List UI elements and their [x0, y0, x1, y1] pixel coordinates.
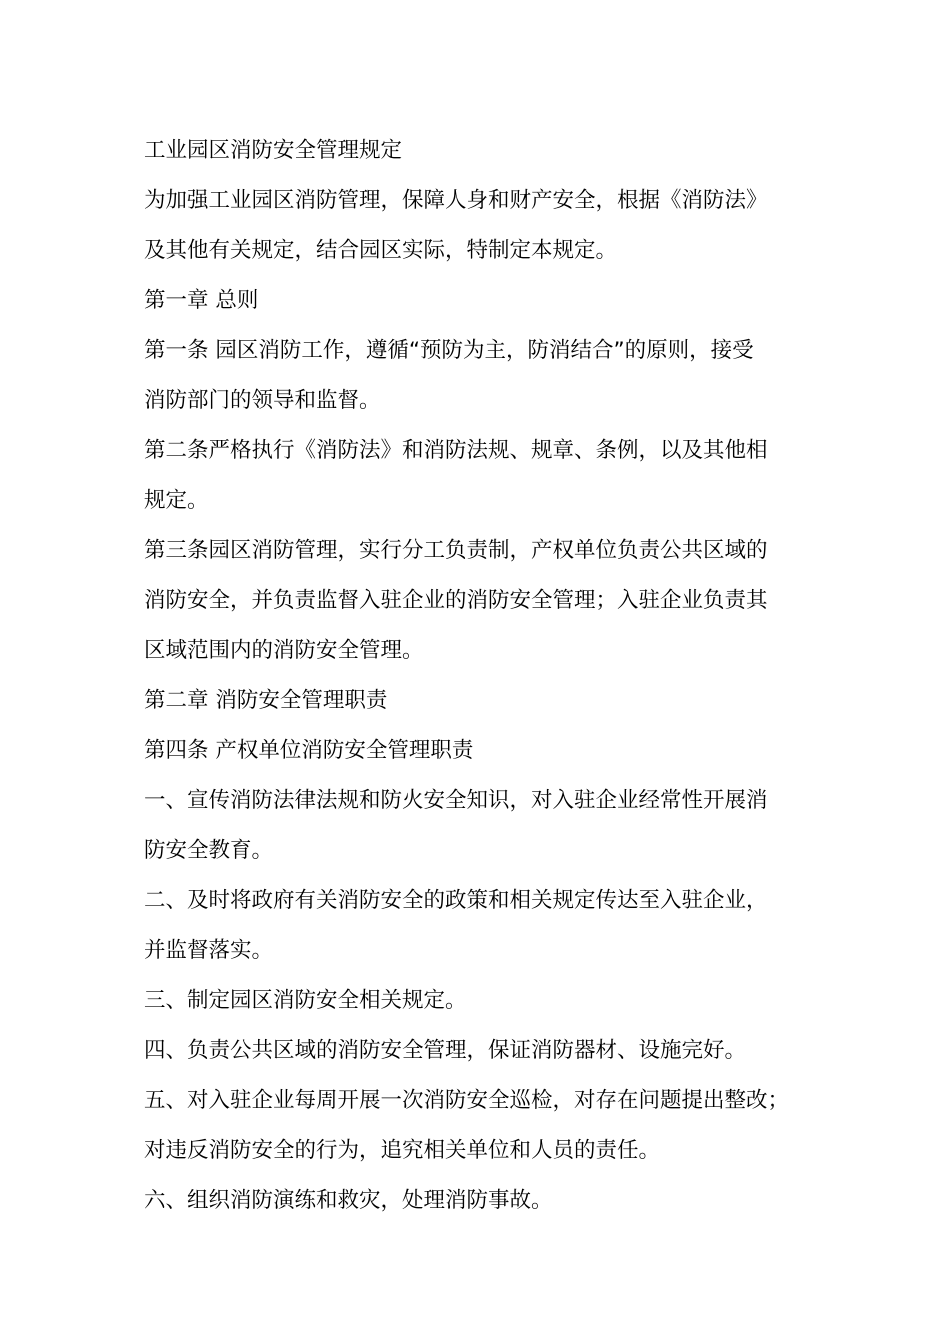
text-line: 及其他有关规定，结合园区实际，特制定本规定。 [144, 238, 618, 263]
text-line: 三、制定园区消防安全相关规定。 [144, 988, 467, 1013]
text-line: 规定。 [144, 488, 209, 513]
text-line: 对违反消防安全的行为，追究相关单位和人员的责任。 [144, 1138, 661, 1163]
text-line: 二、及时将政府有关消防安全的政策和相关规定传达至入驻企业， [144, 888, 768, 913]
text-line: 消防安全，并负责监督入驻企业的消防安全管理；入驻企业负责其 [144, 588, 768, 613]
text-line: 第二条严格执行《消防法》和消防法规、规章、条例，以及其他相 [144, 438, 768, 463]
text-line: 并监督落实。 [144, 938, 274, 963]
text-line: 区域范围内的消防安全管理。 [144, 638, 424, 663]
text-line: 消防部门的领导和监督。 [144, 388, 381, 413]
document-body [144, 126, 834, 1226]
text-line: 五、对入驻企业每周开展一次消防安全巡检，对存在问题提出整改； [144, 1088, 790, 1113]
document-title: 工业园区消防安全管理规定 [144, 138, 403, 163]
text-line: 第四条 产权单位消防安全管理职责 [144, 738, 474, 763]
chapter-heading: 第二章 消防安全管理职责 [144, 688, 388, 713]
text-line: 第一条 园区消防工作，遵循“预防为主，防消结合”的原则，接受 [144, 338, 754, 363]
text-line: 为加强工业园区消防管理，保障人身和财产安全，根据《消防法》 [144, 188, 768, 213]
text-line: 六、组织消防演练和救灾，处理消防事故。 [144, 1188, 553, 1213]
text-line: 第三条园区消防管理，实行分工负责制，产权单位负责公共区域的 [144, 538, 768, 563]
chapter-heading: 第一章 总则 [144, 288, 259, 313]
text-line: 防安全教育。 [144, 838, 274, 863]
text-line: 四、负责公共区域的消防安全管理，保证消防器材、设施完好。 [144, 1038, 747, 1063]
text-line: 一、宣传消防法律法规和防火安全知识，对入驻企业经常性开展消 [144, 788, 768, 813]
